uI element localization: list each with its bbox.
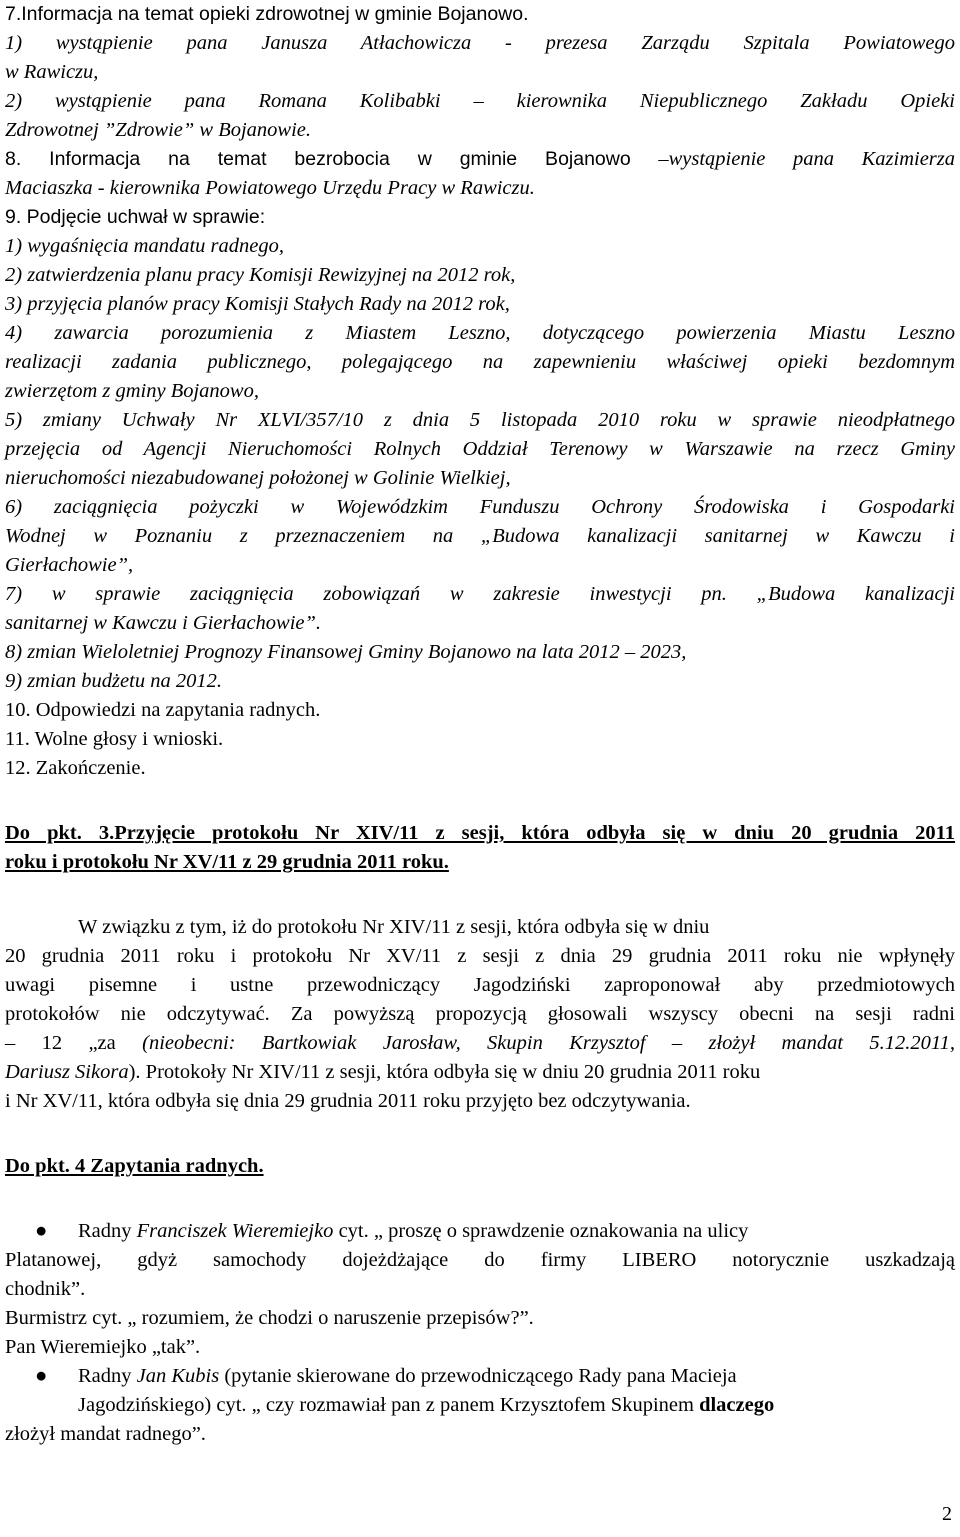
section-3-heading-line1: Do pkt. 3.Przyjęcie protokołu Nr XIV/11 z sesji, która odbyła się w dniu 20 grudnia 2011 [5,822,955,844]
section-4-heading: Do pkt. 4 Zapytania radnych. [5,1155,264,1177]
agenda-item-8-line2: Maciaszka - kierownika Powiatowego Urzędu Pracy w Rawiczu. [5,177,535,199]
agenda-item-9-line: 3) przyjęcia planów pracy Komisji Stałych Rady na 2012 rok, [5,293,510,315]
agenda-item-9-line: 9) zmian budżetu na 2012. [5,670,222,692]
agenda-item-9-line: 1) wygaśnięcia mandatu radnego, [5,235,284,257]
agenda-item-9-line: Wodnej w Poznaniu z przeznaczeniem na „Budowa kanalizacji sanitarnej w Kawczu i [5,525,955,547]
agenda-item-9-line: przejęcia od Agencji Nieruchomości Rolnych Oddział Terenowy w Warszawie na rzecz Gminy [5,438,955,460]
agenda-item-9-line: 7) w sprawie zaciągnięcia zobowiązań w zakresie inwestycji pn. „Budowa kanalizacji [5,583,955,605]
agenda-item-11: 11. Wolne głosy i wnioski. [5,728,224,750]
question-2-prefix: Radny [78,1365,137,1387]
question-1-line2: Platanowej, gdyż samochody dojeżdżające do firmy LIBERO notorycznie uszkadzają [5,1249,955,1271]
question-1-text: cyt. „ proszę o sprawdzenie oznakowania na ulicy [333,1220,749,1242]
agenda-item-10: 10. Odpowiedzi na zapytania radnych. [5,699,321,721]
vote-count: – 12 „za [5,1032,143,1054]
document-page [5,0,955,1449]
absent-name: Dariusz Sikora [5,1061,129,1083]
section-3-paragraph-line [5,1029,955,1058]
section-3-paragraph-line: 20 grudnia 2011 roku i protokołu Nr XV/11 z sesji z dnia 29 grudnia 2011 roku nie wpłynęły [5,945,955,967]
agenda-item-9-title: 9. Podjęcie uchwał w sprawie: [5,206,266,228]
councillor-name: Franciszek Wieremiejko [136,1220,334,1242]
question-2-line2 [5,1391,955,1420]
agenda-item-7-sub1-line1: 1) wystąpienie pana Janusza Atłachowicza - prezesa Zarządu Szpitala Powiatowego [5,32,955,54]
question-1-line1 [5,1217,955,1246]
question-2-text: (pytanie skierowane do przewodniczącego Rady pana Macieja [219,1365,737,1387]
agenda-item-7-sub2-line2: Zdrowotnej ”Zdrowie” w Bojanowie. [5,119,312,141]
agenda-item-7-title: 7.Informacja na temat opieki zdrowotnej w gminie Bojanowo. [5,3,529,25]
agenda-item-8-title: 8. Informacja na temat bezrobocia w gminie Bojanowo [5,148,631,170]
question-2-text: Jagodzińskiego) cyt. „ czy rozmawiał pan z panem Krzysztofem Skupinem [78,1394,700,1416]
agenda-item-9-line: realizacji zadania publicznego, polegającego na zapewnieniu właściwej opieki bezdomnym [5,351,955,373]
agenda-item-12: 12. Zakończenie. [5,757,146,779]
section-3-paragraph-line: uwagi pisemne i ustne przewodniczący Jagodziński zaproponował aby przedmiotowych [5,974,955,996]
agenda-item-8-line1 [5,145,955,174]
agenda-item-9-line: Gierłachowie”, [5,554,134,576]
agenda-item-9-line: 5) zmiany Uchwały Nr XLVI/357/10 z dnia 5 listopada 2010 roku w sprawie nieodpłatnego [5,409,955,431]
agenda-item-9-line: 8) zmian Wieloletniej Prognozy Finansowej Gminy Bojanowo na lata 2012 – 2023, [5,641,687,663]
mayor-reply: Burmistrz cyt. „ rozumiem, że chodzi o naruszenie przepisów?”. [5,1307,534,1329]
question-2-line1 [5,1362,955,1391]
agenda-item-7-sub1-line2: w Rawiczu, [5,61,99,83]
section-3-paragraph-line: W związku z tym, iż do protokołu Nr XIV/11 z sesji, która odbyła się w dniu [78,916,710,938]
absent-list: (nieobecni: Bartkowiak Jarosław, Skupin Krzysztof – złożył mandat 5.12.2011, [142,1032,956,1054]
spacer [5,1116,955,1152]
agenda-item-9-line: 2) zatwierdzenia planu pracy Komisji Rewizyjnej na 2012 rok, [5,264,516,286]
section-3-heading-line2: roku i protokołu Nr XV/11 z 29 grudnia 2011 roku. [5,851,449,873]
spacer [5,783,955,819]
bullet-icon: ● [35,1365,48,1387]
question-1-line3: chodnik”. [5,1278,86,1300]
protocol-text: ). Protokoły Nr XIV/11 z sesji, która odbyła się w dniu 20 grudnia 2011 roku [128,1061,761,1083]
agenda-item-9-line: 4) zawarcia porozumienia z Miastem Leszno, dotyczącego powierzenia Miastu Leszno [5,322,955,344]
agenda-item-9-line: 6) zaciągnięcia pożyczki w Wojewódzkim Funduszu Ochrony Środowiska i Gospodarki [5,496,955,518]
agenda-item-9-line: nieruchomości niezabudowanej położonej w Golinie Wielkiej, [5,467,511,489]
councillor-reply: Pan Wieremiejko „tak”. [5,1336,201,1358]
spacer [5,1181,955,1217]
councillor-name: Jan Kubis [136,1365,220,1387]
agenda-item-9-line: sanitarnej w Kawczu i Gierłachowie”. [5,612,322,634]
agenda-item-7-sub2-line1: 2) wystąpienie pana Romana Kolibabki – kierownika Niepublicznego Zakładu Opieki [5,90,955,112]
page-number: 2 [942,1503,952,1525]
question-2-line3: złożył mandat radnego”. [5,1423,206,1445]
agenda-item-8-rest: –wystąpienie pana Kazimierza [630,148,956,170]
spacer [5,877,955,913]
bullet-icon: ● [35,1220,48,1242]
question-2-emphasis: dlaczego [699,1394,775,1416]
agenda-item-9-line: zwierzętom z gminy Bojanowo, [5,380,259,402]
section-3-paragraph-line: protokołów nie odczytywać. Za powyższą propozycją głosowali wszyscy obecni na sesji radni [5,1003,955,1025]
section-3-paragraph-line [5,1058,955,1087]
question-1-prefix: Radny [78,1220,137,1242]
section-3-paragraph-line: i Nr XV/11, która odbyła się dnia 29 grudnia 2011 roku przyjęto bez odczytywania. [5,1090,691,1112]
